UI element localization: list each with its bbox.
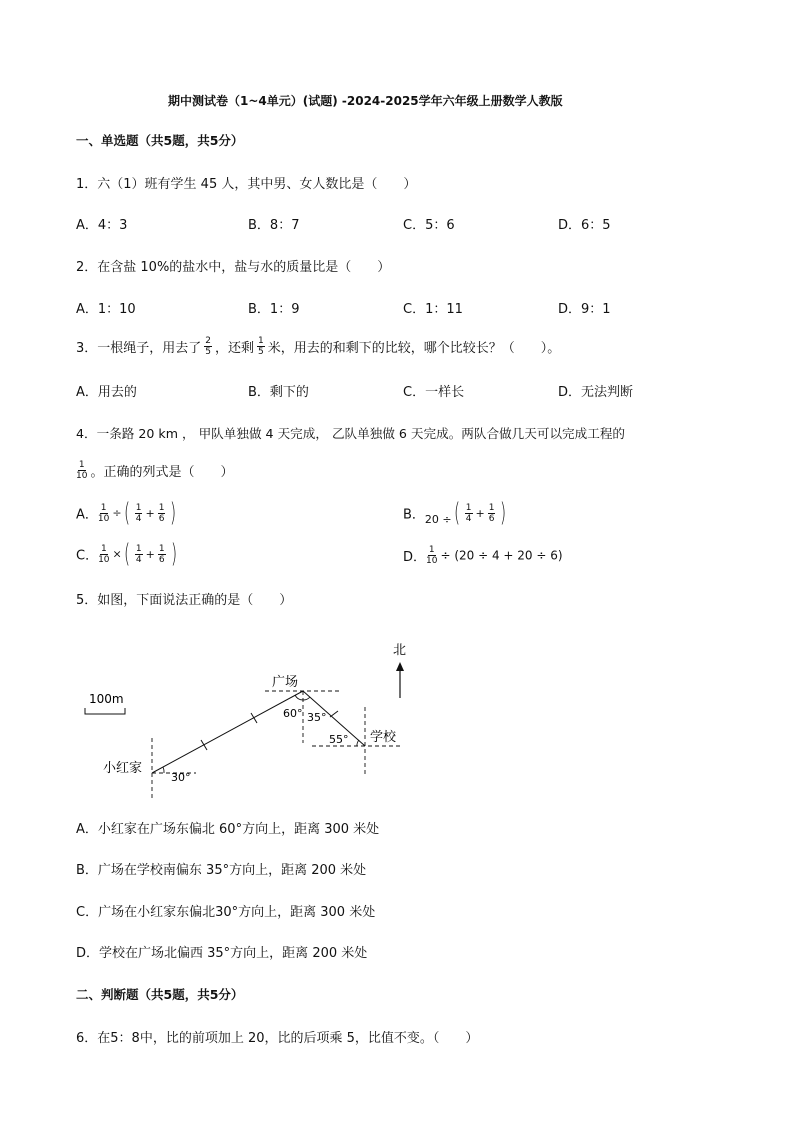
q3-option-c[interactable]: C．一样长: [403, 385, 465, 400]
q2-option-d[interactable]: D．9：1: [558, 302, 611, 317]
north-arrow-head: [396, 662, 404, 671]
question-4-line2: $\frac{1}{10}$ 。正确的列式是（ ）: [76, 460, 234, 481]
page-title: 期中测试卷（1~4单元）(试题) -2024-2025学年六年级上册数学人教版: [168, 94, 563, 108]
q5-option-d[interactable]: D．学校在广场北偏西 35°方向上，距离 200 米处: [76, 946, 368, 961]
q4-option-a[interactable]: A． $\frac{1}{10}$ ÷ ( $\frac{1}{4}$ + $\frac{1}{6}$ ): [76, 498, 177, 528]
north-label: 北: [393, 643, 407, 658]
q5-option-c[interactable]: C．广场在小红家东偏北30°方向上，距离 300 米处: [76, 905, 376, 920]
fraction-one-fifth: $\frac{1}{5}$: [258, 336, 264, 357]
q1-option-a[interactable]: A．4：3: [76, 218, 128, 233]
q5-option-a[interactable]: A．小红家在广场东偏北 60°方向上，距离 300 米处: [76, 822, 380, 837]
q2-option-a[interactable]: A．1：10: [76, 302, 136, 317]
q2-option-b[interactable]: B．1：9: [248, 302, 300, 317]
angle-55-label: 55°: [329, 733, 349, 746]
q3-option-b[interactable]: B．剩下的: [248, 385, 309, 400]
angle-60-label: 60°: [283, 707, 303, 720]
fraction-one-tenth: $\frac{1}{10}$: [76, 460, 88, 481]
q1-option-c[interactable]: C．5：6: [403, 218, 455, 233]
question-5: 5．如图，下面说法正确的是（ ）: [76, 593, 293, 608]
question-6: 6．在5：8中，比的前项加上 20，比的后项乘 5，比值不变。（ ）: [76, 1031, 479, 1046]
section-heading-single-choice: 一、单选题（共5题，共5分）: [76, 133, 244, 148]
scale-label: 100m: [89, 692, 124, 706]
q1-option-b[interactable]: B．8：7: [248, 218, 300, 233]
q4-option-c[interactable]: C． $\frac{1}{10}$ × ( $\frac{1}{4}$ + $\frac{1}{6}$ ): [76, 539, 177, 569]
question-2: 2．在含盐 10%的盐水中，盐与水的质量比是（ ）: [76, 260, 391, 275]
home-to-plaza-line: [152, 691, 303, 773]
q3-option-a[interactable]: A．用去的: [76, 385, 137, 400]
plaza-label: 广场: [272, 675, 299, 690]
q5-option-b[interactable]: B．广场在学校南偏东 35°方向上，距离 200 米处: [76, 863, 367, 878]
fraction-two-fifths: $\frac{2}{5}$: [205, 336, 212, 357]
question-1: 1．六（1）班有学生 45 人，其中男、女人数比是（ ）: [76, 177, 417, 192]
q4-option-b[interactable]: B．$_{20 \div}$ ( $\frac{1}{4}$ + $\frac{1}{6}$ ): [403, 498, 507, 528]
angle-30-label: 30°: [171, 771, 191, 784]
angle-35-label: 35°: [307, 711, 327, 724]
q4-option-d[interactable]: D． $\frac{1}{10}$ ÷ (20 ÷ 4 + 20 ÷ 6): [403, 545, 563, 566]
q2-option-c[interactable]: C．1：11: [403, 302, 463, 317]
q3-option-d[interactable]: D．无法判断: [558, 385, 634, 400]
question-4-line1: 4．一条路 20 km ， 甲队单独做 4 天完成， 乙队单独做 6 天完成。两队合做几天可以完成工程的: [76, 426, 626, 441]
home-label: 小红家: [103, 761, 143, 776]
question-3: 3．一根绳子，用去了 $\frac{2}{5}$ ，还剩 $\frac{1}{5}$ 米，用去的和剩下的比较，哪个比较长？（ ）。: [76, 336, 561, 357]
school-label: 学校: [370, 730, 397, 745]
section-heading-true-false: 二、判断题（共5题，共5分）: [76, 987, 244, 1002]
scale-bar: [85, 708, 125, 714]
q1-option-d[interactable]: D．6：5: [558, 218, 611, 233]
